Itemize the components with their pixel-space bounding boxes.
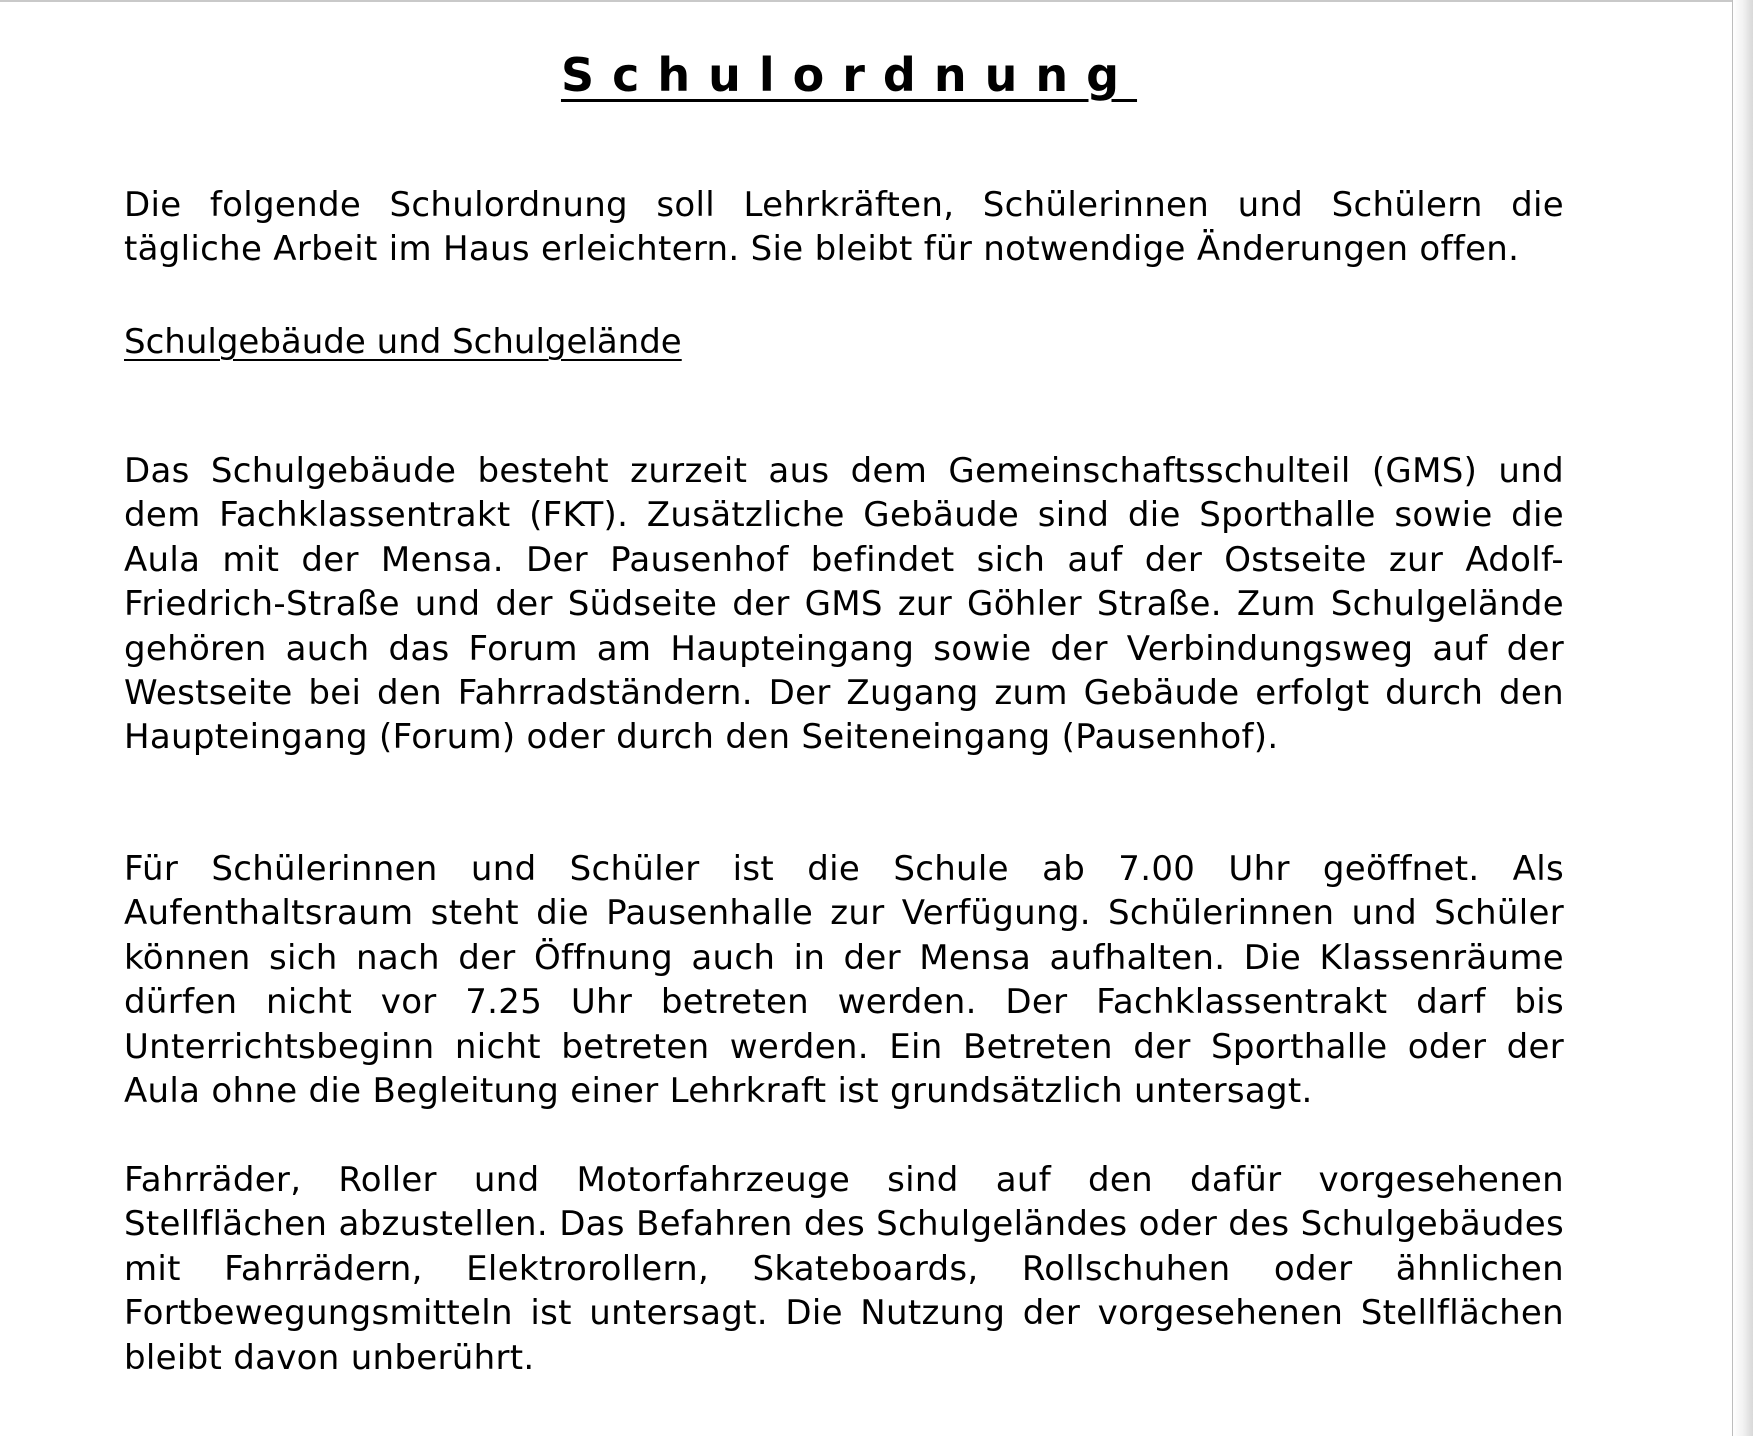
paragraph-vehicles: Fahrräder, Roller und Motorfahrzeuge sind auf den dafür vorgesehenen Stellflächen abzustellen. Das Befahren des Schulgeländes oder des Schulgebäudes mit Fahrrädern, Elektrorollern, Skateboards, Rollschuhen oder ähnlichen Fortbewegungsmitteln ist untersagt. Die Nutzung der vorgesehenen Stellflächen bleibt davon unberührt. [124, 1160, 1564, 1378]
intro-paragraph: Die folgende Schulordnung soll Lehrkräften, Schülerinnen und Schülern die tägliche Arbeit im Haus erleichtern. Sie bleibt für notwendige Änderungen offen. [124, 185, 1564, 270]
document-title [124, 40, 1574, 110]
document-page [124, 0, 1564, 1436]
paragraph-buildings: Das Schulgebäude besteht zurzeit aus dem Gemeinschaftsschulteil (GMS) und dem Fachklassentrakt (FKT). Zusätzliche Gebäude sind die Sporthalle sowie die Aula mit der Mensa. Der Pausenhof befindet sich auf der Ostseite zur Adolf-Friedrich-Straße und der Südseite der GMS zur Göhler Straße. Zum Schulgelände gehören auch das Forum am Haupteingang sowie der Verbindungsweg auf der Westseite bei den Fahrradständern. Der Zugang zum Gebäude erfolgt durch den Haupteingang (Forum) oder durch den Seiteneingang (Pausenhof). [124, 451, 1564, 758]
section-heading: Schulgebäude und Schulgelände [124, 322, 682, 362]
page-edge-shadow [1733, 0, 1753, 1436]
document-title-text: Schulordnung [560, 48, 1138, 102]
paragraph-opening-hours: Für Schülerinnen und Schüler ist die Schule ab 7.00 Uhr geöffnet. Als Aufenthaltsraum steht die Pausenhalle zur Verfügung. Schülerinnen und Schüler können sich nach der Öffnung auch in der Mensa aufhalten. Die Klassenräume dürfen nicht vor 7.25 Uhr betreten werden. Der Fachklassentrakt darf bis Unterrichtsbeginn nicht betreten werden. Ein Betreten der Sporthalle oder der Aula ohne die Begleitung einer Lehrkraft ist grundsätzlich untersagt. [124, 849, 1564, 1112]
